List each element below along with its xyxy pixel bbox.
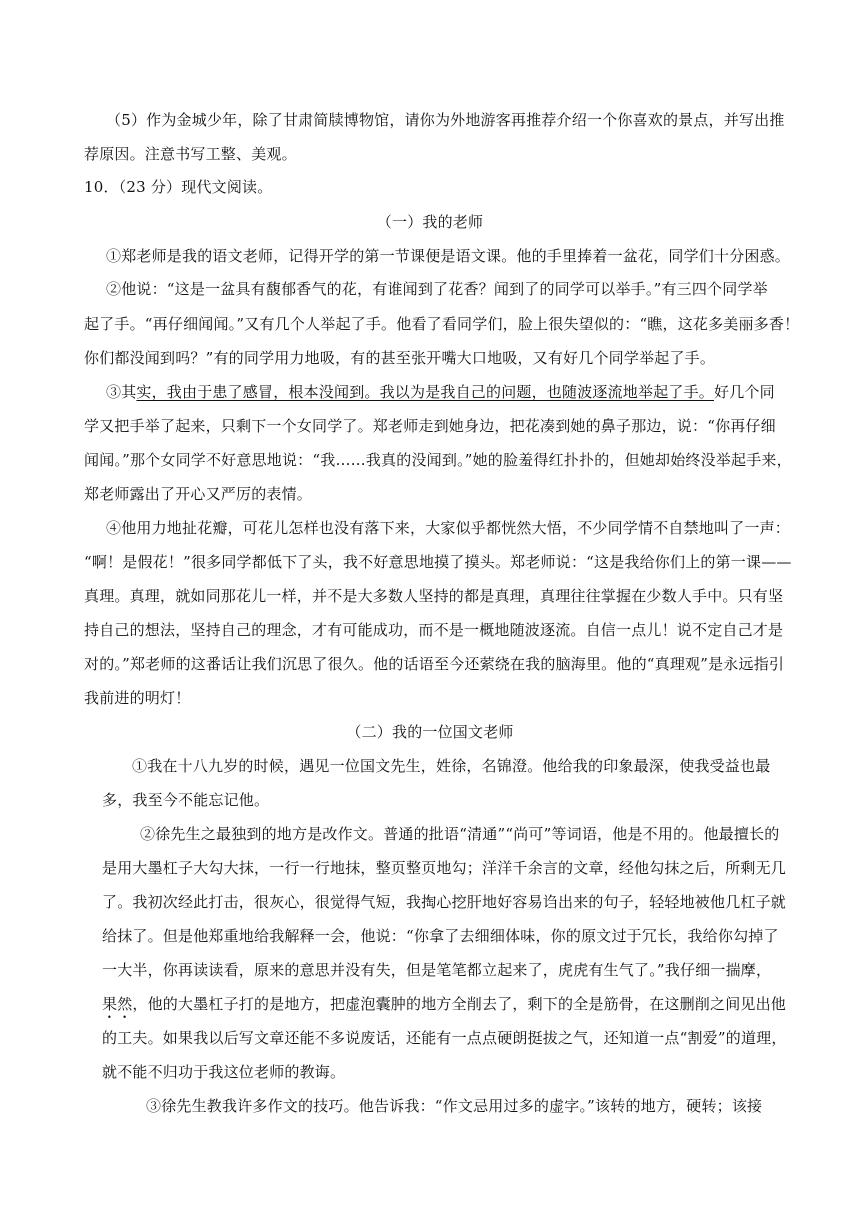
s2-paragraph-1-line-2: 多，我至今不能忘记他。 bbox=[102, 791, 270, 809]
s1-paragraph-3-line-2: 学又把手举了起来，只剩下一个女同学了。郑老师走到她身边，把花凑到她的鼻子那边，说：“你再仔细 bbox=[84, 417, 776, 435]
s1-paragraph-3-line-4: 郑老师露出了开心又严厉的表情。 bbox=[84, 485, 313, 503]
s1-paragraph-4-line-6: 我前进的明灯！ bbox=[84, 689, 191, 707]
s1-paragraph-4-line-4: 持自己的想法，坚持自己的理念，才有可能成功，而不是一概地随波逐流。自信一点儿！说不定自己才是 bbox=[84, 621, 784, 639]
q5-text-line-2: 荐原因。注意书写工整、美观。 bbox=[84, 145, 297, 163]
s2-paragraph-2-line-7: 的工夫。如果我以后写文章还能不多说废话，还能有一点点硬朗挺拔之气，还知道一点“割爱”的道理， bbox=[102, 1029, 787, 1047]
question-10-heading: 10．（23 分）现代文阅读。 bbox=[84, 178, 273, 196]
s1-p3-underlined-sentence: 实，我由于患了感冒，根本没闻到。我以为是我自己的问题，也随波逐流地举起了手。 bbox=[136, 383, 715, 401]
s2-paragraph-1-line-1: ①我在十八九岁的时候，遇见一位国文先生，姓徐，名锦澄。他给我的印象最深，使我受益也最 bbox=[132, 757, 771, 775]
s1-p3-suffix: 好几个同 bbox=[714, 383, 775, 401]
s1-paragraph-4-line-2: “啊！是假花！”很多同学都低下了头，我不好意思地摸了摸头。郑老师说：“这是我给你们上的第一课—— bbox=[84, 553, 792, 571]
s1-p3-prefix: ③其 bbox=[106, 383, 137, 401]
s2-paragraph-3-line-1: ③徐先生教我许多作文的技巧。他告诉我：“作文忌用过多的虚字。”该转的地方，硬转；该接 bbox=[146, 1097, 763, 1115]
s1-paragraph-1: ①郑老师是我的语文老师，记得开学的第一节课便是语文课。他的手里捧着一盆花，同学们十分困惑。 bbox=[106, 247, 791, 265]
s1-paragraph-3-line-1 bbox=[106, 382, 775, 402]
s1-paragraph-2-line-1: ②他说：“这是一盆具有馥郁香气的花，有谁闻到了花香？闻到了的同学可以举手。”有三四个同学举 bbox=[106, 280, 768, 298]
s2-paragraph-2-line-5: 一大半，你再读读看，原来的意思并没有失，但是笔笔都立起来了，虎虎有生气了。”我仔细一揣摩， bbox=[102, 961, 772, 979]
s1-paragraph-4-line-5: 对的。”郑老师的这番话让我们沉思了很久。他的话语至今还萦绕在我的脑海里。他的“真理观”是永远指引 bbox=[84, 655, 785, 673]
s2-paragraph-2-line-2: 是用大墨杠子大勾大抹，一行一行地抹，整页整页地勾；洋洋千余言的文章，经他勾抹之后，所剩无几 bbox=[102, 859, 787, 877]
s1-paragraph-4-line-3: 真理。真理，就如同那花儿一样，并不是大多数人坚持的都是真理，真理往往掌握在少数人手中。只有坚 bbox=[84, 587, 784, 605]
s2-paragraph-2-line-8: 就不能不归功于我这位老师的教诲。 bbox=[102, 1063, 346, 1081]
q5-text-line-1: （5）作为金城少年，除了甘肃简牍博物馆，请你为外地游客再推荐介绍一个你喜欢的景点，并写出推 bbox=[106, 111, 785, 129]
s2-paragraph-2-line-3: 了。我初次经此打击，很灰心，很觉得气短，我掏心挖肝地好容易诌出来的句子，轻轻地被他几杠子就 bbox=[102, 893, 787, 911]
s1-paragraph-2-line-3: 你们都没闻到吗？”有的同学用力地吸，有的甚至张开嘴大口地吸，又有好几个同学举起了手。 bbox=[84, 349, 716, 367]
s1-paragraph-3-line-3: 闻闻。”那个女同学不好意思地说：“我……我真的没闻到。”她的脸羞得红扑扑的，但她却始终没举起手来， bbox=[84, 451, 792, 469]
s2-paragraph-2-line-4: 给抹了。但是他郑重地给我解释一会，他说：“你拿了去细细体味，你的原文过于冗长，我给你勾掉了 bbox=[102, 927, 779, 945]
section-1-title: （一）我的老师 bbox=[376, 213, 484, 231]
s1-paragraph-4-line-1: ④他用力地扯花瓣，可花儿怎样也没有落下来，大家似乎都恍然大悟，不少同学情不自禁地叫了一声： bbox=[106, 519, 791, 537]
s1-paragraph-2-line-2: 起了手。“再仔细闻闻。”又有几个人举起了手。他看了看同学们，脸上很失望似的：“瞧，这花多美丽多香！ bbox=[84, 315, 800, 333]
s2-paragraph-2-line-6 bbox=[102, 994, 786, 1022]
s2-p2-line-6-rest: ，他的大墨杠子打的是地方，把虚泡囊肿的地方全削去了，剩下的全是筋骨，在这删削之间见出他 bbox=[132, 995, 787, 1013]
s2-paragraph-2-line-1: ②徐先生之最独到的地方是改作文。普通的批语“清通”“尚可”等词语，他是不用的。他最擅长的 bbox=[140, 825, 780, 843]
s2-emphasized-word: 果然 bbox=[102, 995, 133, 1013]
section-2-title: （二）我的一位国文老师 bbox=[346, 723, 514, 741]
